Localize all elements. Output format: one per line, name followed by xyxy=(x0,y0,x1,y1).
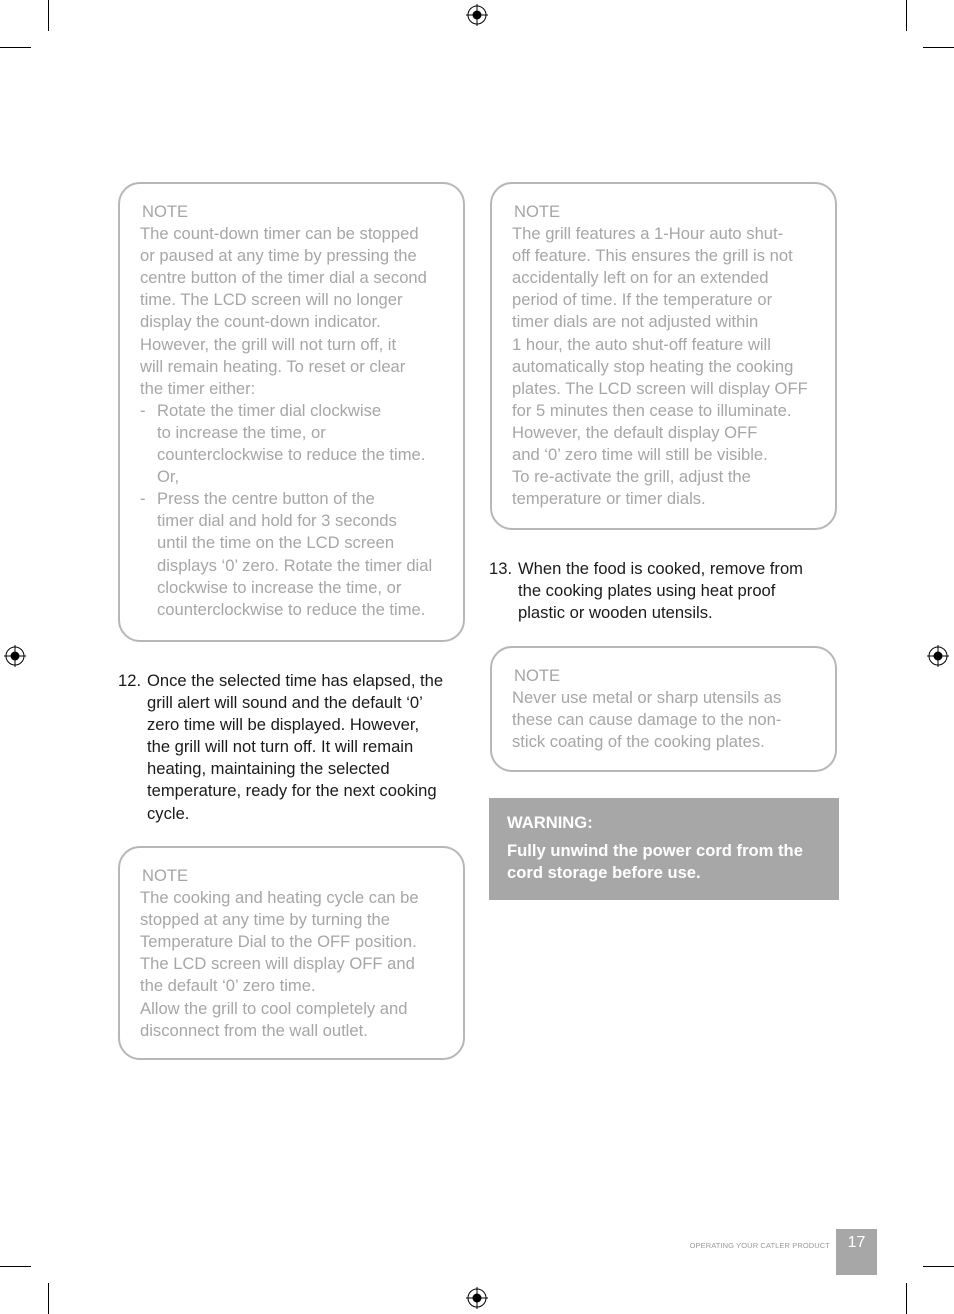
note-line: display the count-down indicator. xyxy=(140,312,381,332)
note-line: and ‘0’ zero time will still be visible. xyxy=(512,445,768,465)
note-line: the default ‘0’ zero time. xyxy=(140,976,316,996)
note-line: accidentally left on for an extended xyxy=(512,268,769,288)
note-line: the timer either: xyxy=(140,378,256,398)
warning-line: cord storage before use. xyxy=(507,863,701,883)
warning-box xyxy=(489,798,839,900)
utensil-note-box xyxy=(490,646,837,772)
step-line: grill alert will sound and the default ‘0’ xyxy=(147,693,423,713)
warning-title: WARNING: xyxy=(507,813,593,832)
note-line: 1 hour, the auto shut-off feature will xyxy=(512,334,771,354)
note-line: Never use metal or sharp utensils as xyxy=(512,688,782,708)
footer-section-label: OPERATING YOUR CATLER PRODUCT xyxy=(689,1241,830,1250)
timer-note-box xyxy=(118,182,465,642)
shutoff-note-box xyxy=(490,182,837,530)
note-line: plates. The LCD screen will display OFF xyxy=(512,378,808,398)
bullet-line: counterclockwise to reduce the time. xyxy=(157,445,426,465)
crop-mark xyxy=(0,1266,31,1267)
note-line: However, the grill will not turn off, it xyxy=(140,334,397,354)
note-text xyxy=(512,687,815,753)
bullet-line: counterclockwise to reduce the time. xyxy=(157,599,426,619)
note-line: stick coating of the cooking plates. xyxy=(512,732,765,752)
note-line: Allow the grill to cool completely and xyxy=(140,998,408,1018)
bullet-line: timer dial and hold for 3 seconds xyxy=(157,511,397,531)
registration-mark-icon xyxy=(927,645,949,667)
note-line: Temperature Dial to the OFF position. xyxy=(140,932,417,952)
bullet-line: clockwise to increase the time, or xyxy=(157,577,402,597)
bullet-item xyxy=(140,488,443,621)
bullet-dash: - xyxy=(140,489,146,509)
step-line: the grill will not turn off. It will remain xyxy=(147,737,414,757)
page-number: 17 xyxy=(836,1229,877,1275)
step-line: Once the selected time has elapsed, the xyxy=(147,671,444,690)
step-text xyxy=(147,670,463,825)
crop-mark xyxy=(923,47,954,48)
step-line: heating, maintaining the selected xyxy=(147,759,390,779)
note-line: these can cause damage to the non- xyxy=(512,710,782,730)
note-line: The count-down timer can be stopped xyxy=(140,224,419,244)
crop-mark xyxy=(0,47,31,48)
bullet-line: Press the centre button of the xyxy=(157,489,375,509)
crop-mark xyxy=(48,1283,49,1314)
step-line: temperature, ready for the next cooking xyxy=(147,781,437,801)
note-line: timer dials are not adjusted within xyxy=(512,312,759,332)
registration-mark-icon xyxy=(4,645,26,667)
step-line: zero time will be displayed. However, xyxy=(147,715,420,735)
registration-mark-icon xyxy=(466,1287,488,1309)
step-number: 12. xyxy=(118,671,142,690)
note-line: will remain heating. To reset or clear xyxy=(140,356,406,376)
step-line: plastic or wooden utensils. xyxy=(518,603,713,623)
note-line: To re-activate the grill, adjust the xyxy=(512,467,751,487)
bullet-line: until the time on the LCD screen xyxy=(157,533,395,553)
note-line: stopped at any time by turning the xyxy=(140,910,390,930)
note-line: time. The LCD screen will no longer xyxy=(140,290,403,310)
bullet-line: Or, xyxy=(157,467,180,487)
note-text xyxy=(512,223,815,510)
step-line: the cooking plates using heat proof xyxy=(518,581,776,601)
note-line: off feature. This ensures the grill is not xyxy=(512,246,793,266)
bullet-line: displays ‘0’ zero. Rotate the timer dial xyxy=(157,555,433,575)
note-text xyxy=(140,887,443,1042)
bullet-line: Rotate the timer dial clockwise xyxy=(157,400,382,420)
registration-mark-icon xyxy=(466,4,488,26)
crop-mark xyxy=(48,0,49,31)
step-13 xyxy=(489,558,834,624)
note-line: temperature or timer dials. xyxy=(512,489,706,509)
note-label: NOTE xyxy=(514,202,561,221)
step-line: When the food is cooked, remove from xyxy=(518,559,803,578)
note-line: The LCD screen will display OFF and xyxy=(140,954,415,974)
note-line: or paused at any time by pressing the xyxy=(140,246,417,266)
bullet-dash: - xyxy=(140,400,146,420)
note-line: The cooking and heating cycle can be xyxy=(140,888,419,908)
crop-mark xyxy=(906,1283,907,1314)
note-bullet-list xyxy=(140,400,443,621)
note-line: automatically stop heating the cooking xyxy=(512,356,794,376)
cycle-note-box xyxy=(118,846,465,1060)
step-12 xyxy=(118,670,463,825)
step-number: 13. xyxy=(489,559,513,578)
note-text xyxy=(140,223,443,400)
note-line: centre button of the timer dial a second xyxy=(140,268,427,288)
crop-mark xyxy=(906,0,907,31)
bullet-item xyxy=(140,400,443,488)
note-label: NOTE xyxy=(142,866,189,885)
note-label: NOTE xyxy=(142,202,189,221)
warning-line: Fully unwind the power cord from the xyxy=(507,841,803,861)
crop-mark xyxy=(923,1266,954,1267)
bullet-line: to increase the time, or xyxy=(157,422,326,442)
note-line: disconnect from the wall outlet. xyxy=(140,1020,368,1040)
note-label: NOTE xyxy=(514,666,561,685)
note-line: for 5 minutes then cease to illuminate. xyxy=(512,400,792,420)
note-line: The grill features a 1-Hour auto shut- xyxy=(512,224,784,244)
note-line: However, the default display OFF xyxy=(512,422,758,442)
step-text xyxy=(518,558,834,624)
step-line: cycle. xyxy=(147,803,190,823)
note-line: period of time. If the temperature or xyxy=(512,290,773,310)
